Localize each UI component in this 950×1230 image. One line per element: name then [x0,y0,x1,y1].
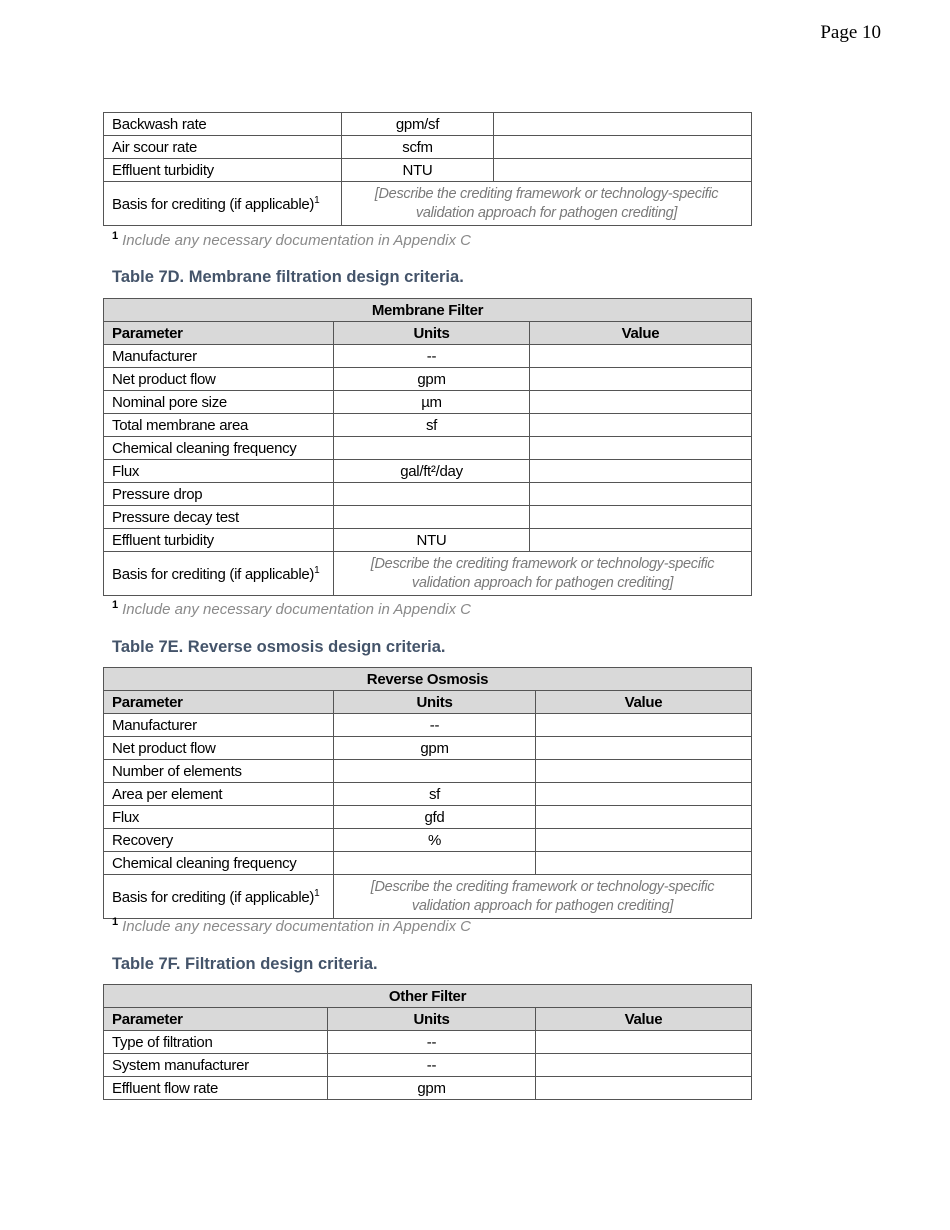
units-cell [334,506,530,529]
table-row [104,460,752,483]
header-parameter: Parameter [104,691,334,714]
table-row [104,136,752,159]
value-cell[interactable] [536,760,752,783]
table-row [104,1077,752,1100]
table-row [104,852,752,875]
units-cell [334,852,536,875]
footnote-ref: 1 [314,194,320,206]
header-value: Value [536,691,752,714]
parameter-cell: Area per element [104,783,334,806]
table-row [104,159,752,182]
footnote [112,599,471,618]
basis-note-line2: validation approach for pathogen crediting] [411,574,674,591]
basis-label: Basis for crediting (if applicable) [112,565,315,583]
units-cell [334,760,536,783]
header-units: Units [334,322,530,345]
units-cell: -- [328,1031,536,1054]
parameter-cell: Chemical cleaning frequency [104,437,334,460]
units-cell: gpm/sf [342,113,494,136]
footnote [112,916,471,935]
table-row [104,113,752,136]
header-parameter: Parameter [104,1008,328,1031]
parameter-cell: Number of elements [104,760,334,783]
parameter-cell: System manufacturer [104,1054,328,1077]
table-row [104,506,752,529]
parameter-cell: Backwash rate [104,113,342,136]
units-cell: gpm [334,737,536,760]
parameter-cell: Net product flow [104,368,334,391]
table-7c-continued [103,112,752,226]
table-row [104,829,752,852]
value-cell[interactable] [530,391,752,414]
parameter-cell: Manufacturer [104,345,334,368]
value-cell[interactable] [536,737,752,760]
basis-row [104,875,752,919]
basis-label-cell [104,182,342,226]
parameter-cell: Manufacturer [104,714,334,737]
footnote-marker: 1 [112,230,119,242]
parameter-cell: Flux [104,460,334,483]
value-cell[interactable] [494,159,752,182]
parameter-cell: Effluent turbidity [104,529,334,552]
table-title: Other Filter [104,985,752,1008]
footnote-text: Include any necessary documentation in Appendix C [122,232,471,249]
units-cell [334,437,530,460]
footnote-text: Include any necessary documentation in Appendix C [122,601,471,618]
basis-note-cell[interactable] [334,552,752,596]
basis-row [104,552,752,596]
table-row [104,1054,752,1077]
parameter-cell: Pressure drop [104,483,334,506]
basis-note-cell[interactable] [342,182,752,226]
basis-note-line2: validation approach for pathogen crediting] [415,204,678,221]
table-row [104,760,752,783]
table-row [104,437,752,460]
table-7d [103,298,752,596]
footnote-marker: 1 [112,916,119,928]
units-cell: sf [334,783,536,806]
value-cell[interactable] [530,460,752,483]
basis-note-line1: [Describe the crediting framework or technology-specific [374,185,719,202]
table-row [104,391,752,414]
footnote-text: Include any necessary documentation in Appendix C [122,918,471,935]
table-title-row [104,668,752,691]
basis-note-line1: [Describe the crediting framework or technology-specific [370,878,715,895]
value-cell[interactable] [530,414,752,437]
basis-row [104,182,752,226]
header-units: Units [334,691,536,714]
value-cell[interactable] [536,806,752,829]
units-cell [334,483,530,506]
value-cell[interactable] [536,1054,752,1077]
value-cell[interactable] [494,136,752,159]
units-cell: µm [334,391,530,414]
units-cell: NTU [342,159,494,182]
footnote-ref: 1 [314,887,320,899]
units-cell: gpm [334,368,530,391]
value-cell[interactable] [530,345,752,368]
value-cell[interactable] [536,783,752,806]
footnote-ref: 1 [314,564,320,576]
table-row [104,414,752,437]
value-cell[interactable] [494,113,752,136]
table-row [104,483,752,506]
parameter-cell: Pressure decay test [104,506,334,529]
parameter-cell: Chemical cleaning frequency [104,852,334,875]
parameter-cell: Effluent turbidity [104,159,342,182]
table-row [104,529,752,552]
table-7f-caption: Table 7F. Filtration design criteria. [112,955,378,973]
basis-label-cell [104,552,334,596]
value-cell[interactable] [536,852,752,875]
units-cell: sf [334,414,530,437]
header-value: Value [536,1008,752,1031]
table-title: Membrane Filter [104,299,752,322]
table-7e [103,667,752,919]
table-title: Reverse Osmosis [104,668,752,691]
table-row [104,737,752,760]
basis-label-cell [104,875,334,919]
parameter-cell: Type of filtration [104,1031,328,1054]
units-cell: -- [334,714,536,737]
table-row [104,1031,752,1054]
value-cell[interactable] [536,829,752,852]
parameter-cell: Nominal pore size [104,391,334,414]
footnote-marker: 1 [112,599,119,611]
parameter-cell: Flux [104,806,334,829]
basis-label: Basis for crediting (if applicable) [112,195,315,213]
value-cell[interactable] [536,1077,752,1100]
header-units: Units [328,1008,536,1031]
units-cell: gfd [334,806,536,829]
basis-label: Basis for crediting (if applicable) [112,888,315,906]
units-cell: -- [328,1054,536,1077]
table-row [104,368,752,391]
parameter-cell: Recovery [104,829,334,852]
footnote [112,230,471,249]
header-parameter: Parameter [104,322,334,345]
value-cell[interactable] [536,714,752,737]
table-header-row [104,322,752,345]
basis-note-cell[interactable] [334,875,752,919]
table-row [104,806,752,829]
units-cell: NTU [334,529,530,552]
units-cell: -- [334,345,530,368]
value-cell[interactable] [530,529,752,552]
value-cell[interactable] [530,368,752,391]
table-7f [103,984,752,1100]
parameter-cell: Effluent flow rate [104,1077,328,1100]
basis-note-line2: validation approach for pathogen crediting] [411,897,674,914]
parameter-cell: Net product flow [104,737,334,760]
table-row [104,345,752,368]
units-cell: gal/ft²/day [334,460,530,483]
units-cell: % [334,829,536,852]
value-cell[interactable] [530,483,752,506]
table-header-row [104,1008,752,1031]
value-cell[interactable] [530,506,752,529]
table-title-row [104,985,752,1008]
header-value: Value [530,322,752,345]
units-cell: scfm [342,136,494,159]
value-cell[interactable] [536,1031,752,1054]
basis-note-line1: [Describe the crediting framework or technology-specific [370,555,715,572]
page-number: Page 10 [820,22,881,43]
table-title-row [104,299,752,322]
table-row [104,714,752,737]
table-7d-caption: Table 7D. Membrane filtration design criteria. [112,268,464,286]
parameter-cell: Total membrane area [104,414,334,437]
units-cell: gpm [328,1077,536,1100]
table-header-row [104,691,752,714]
value-cell[interactable] [530,437,752,460]
table-row [104,783,752,806]
parameter-cell: Air scour rate [104,136,342,159]
table-7e-caption: Table 7E. Reverse osmosis design criteria. [112,638,446,656]
